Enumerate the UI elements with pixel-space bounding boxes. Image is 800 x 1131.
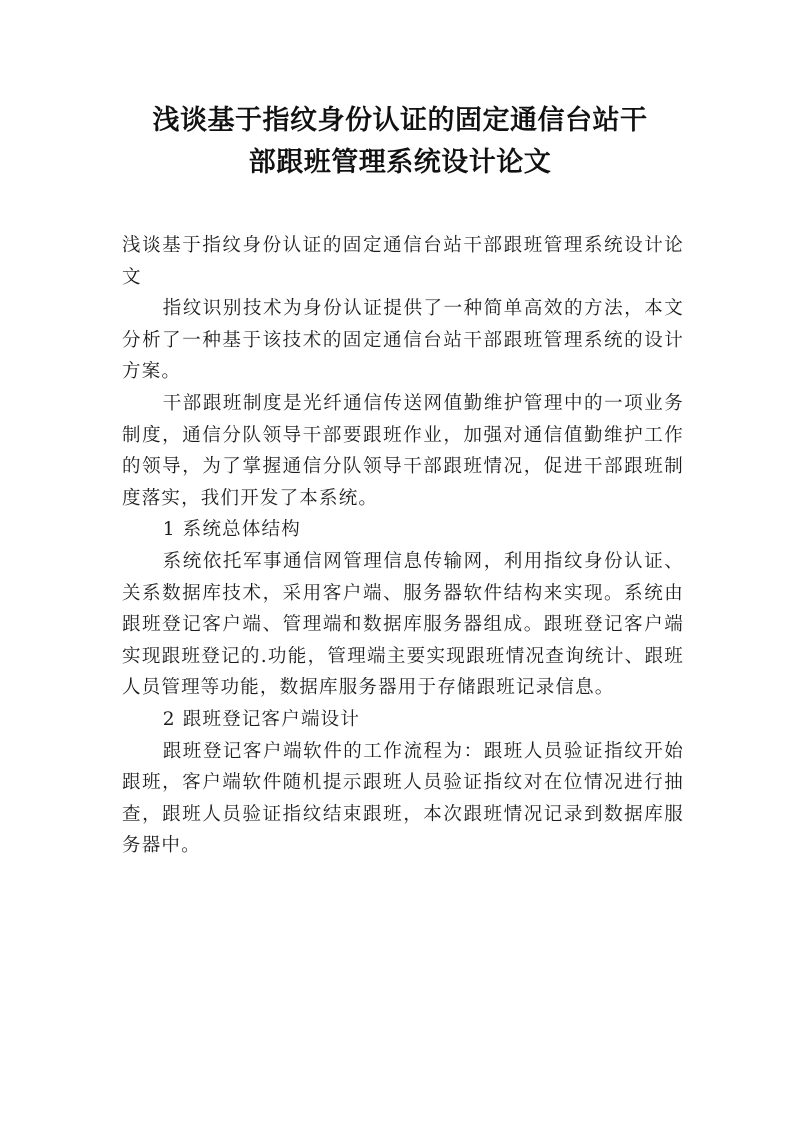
- background-paragraph: 干部跟班制度是光纤通信传送网值勤维护管理中的一项业务制度，通信分队领导干部要跟班作业，加强对通信值勤维护工作的领导，为了掌握通信分队领导干部跟班情况，促进干部跟班制度落实，我们开发了本系统。: [122, 392, 684, 509]
- document-title: [100, 100, 700, 184]
- section-2-paragraph: 跟班登记客户端软件的工作流程为：跟班人员验证指纹开始跟班，客户端软件随机提示跟班人员验证指纹对在位情况进行抽查，跟班人员验证指纹结束跟班，本次跟班情况记录到数据库服务器中。: [122, 740, 684, 857]
- abstract-paragraph: 指纹识别技术为身份认证提供了一种简单高效的方法，本文分析了一种基于该技术的固定通信台站干部跟班管理系统的设计方案。: [122, 298, 684, 383]
- section-1-paragraph: 系统依托军事通信网管理信息传输网，利用指纹身份认证、关系数据库技术，采用客户端、服务器软件结构来实现。系统由跟班登记客户端、管理端和数据库服务器组成。跟班登记客户端实现跟班登记的.功能，管理端主要实现跟班情况查询统计、跟班人员管理等功能，数据库服务器用于存储跟班记录信息。: [122, 550, 684, 699]
- intro-paragraph: 浅谈基于指纹身份认证的固定通信台站干部跟班管理系统设计论文: [122, 235, 684, 288]
- section-heading-2: 2 跟班登记客户端设计: [162, 708, 361, 730]
- title-line-1: 浅谈基于指纹身份认证的固定通信台站干: [152, 105, 648, 136]
- title-line-2: 部跟班管理系统设计论文: [248, 147, 552, 178]
- section-heading-1: 1 系统总体结构: [162, 519, 301, 541]
- document-body: [122, 230, 684, 862]
